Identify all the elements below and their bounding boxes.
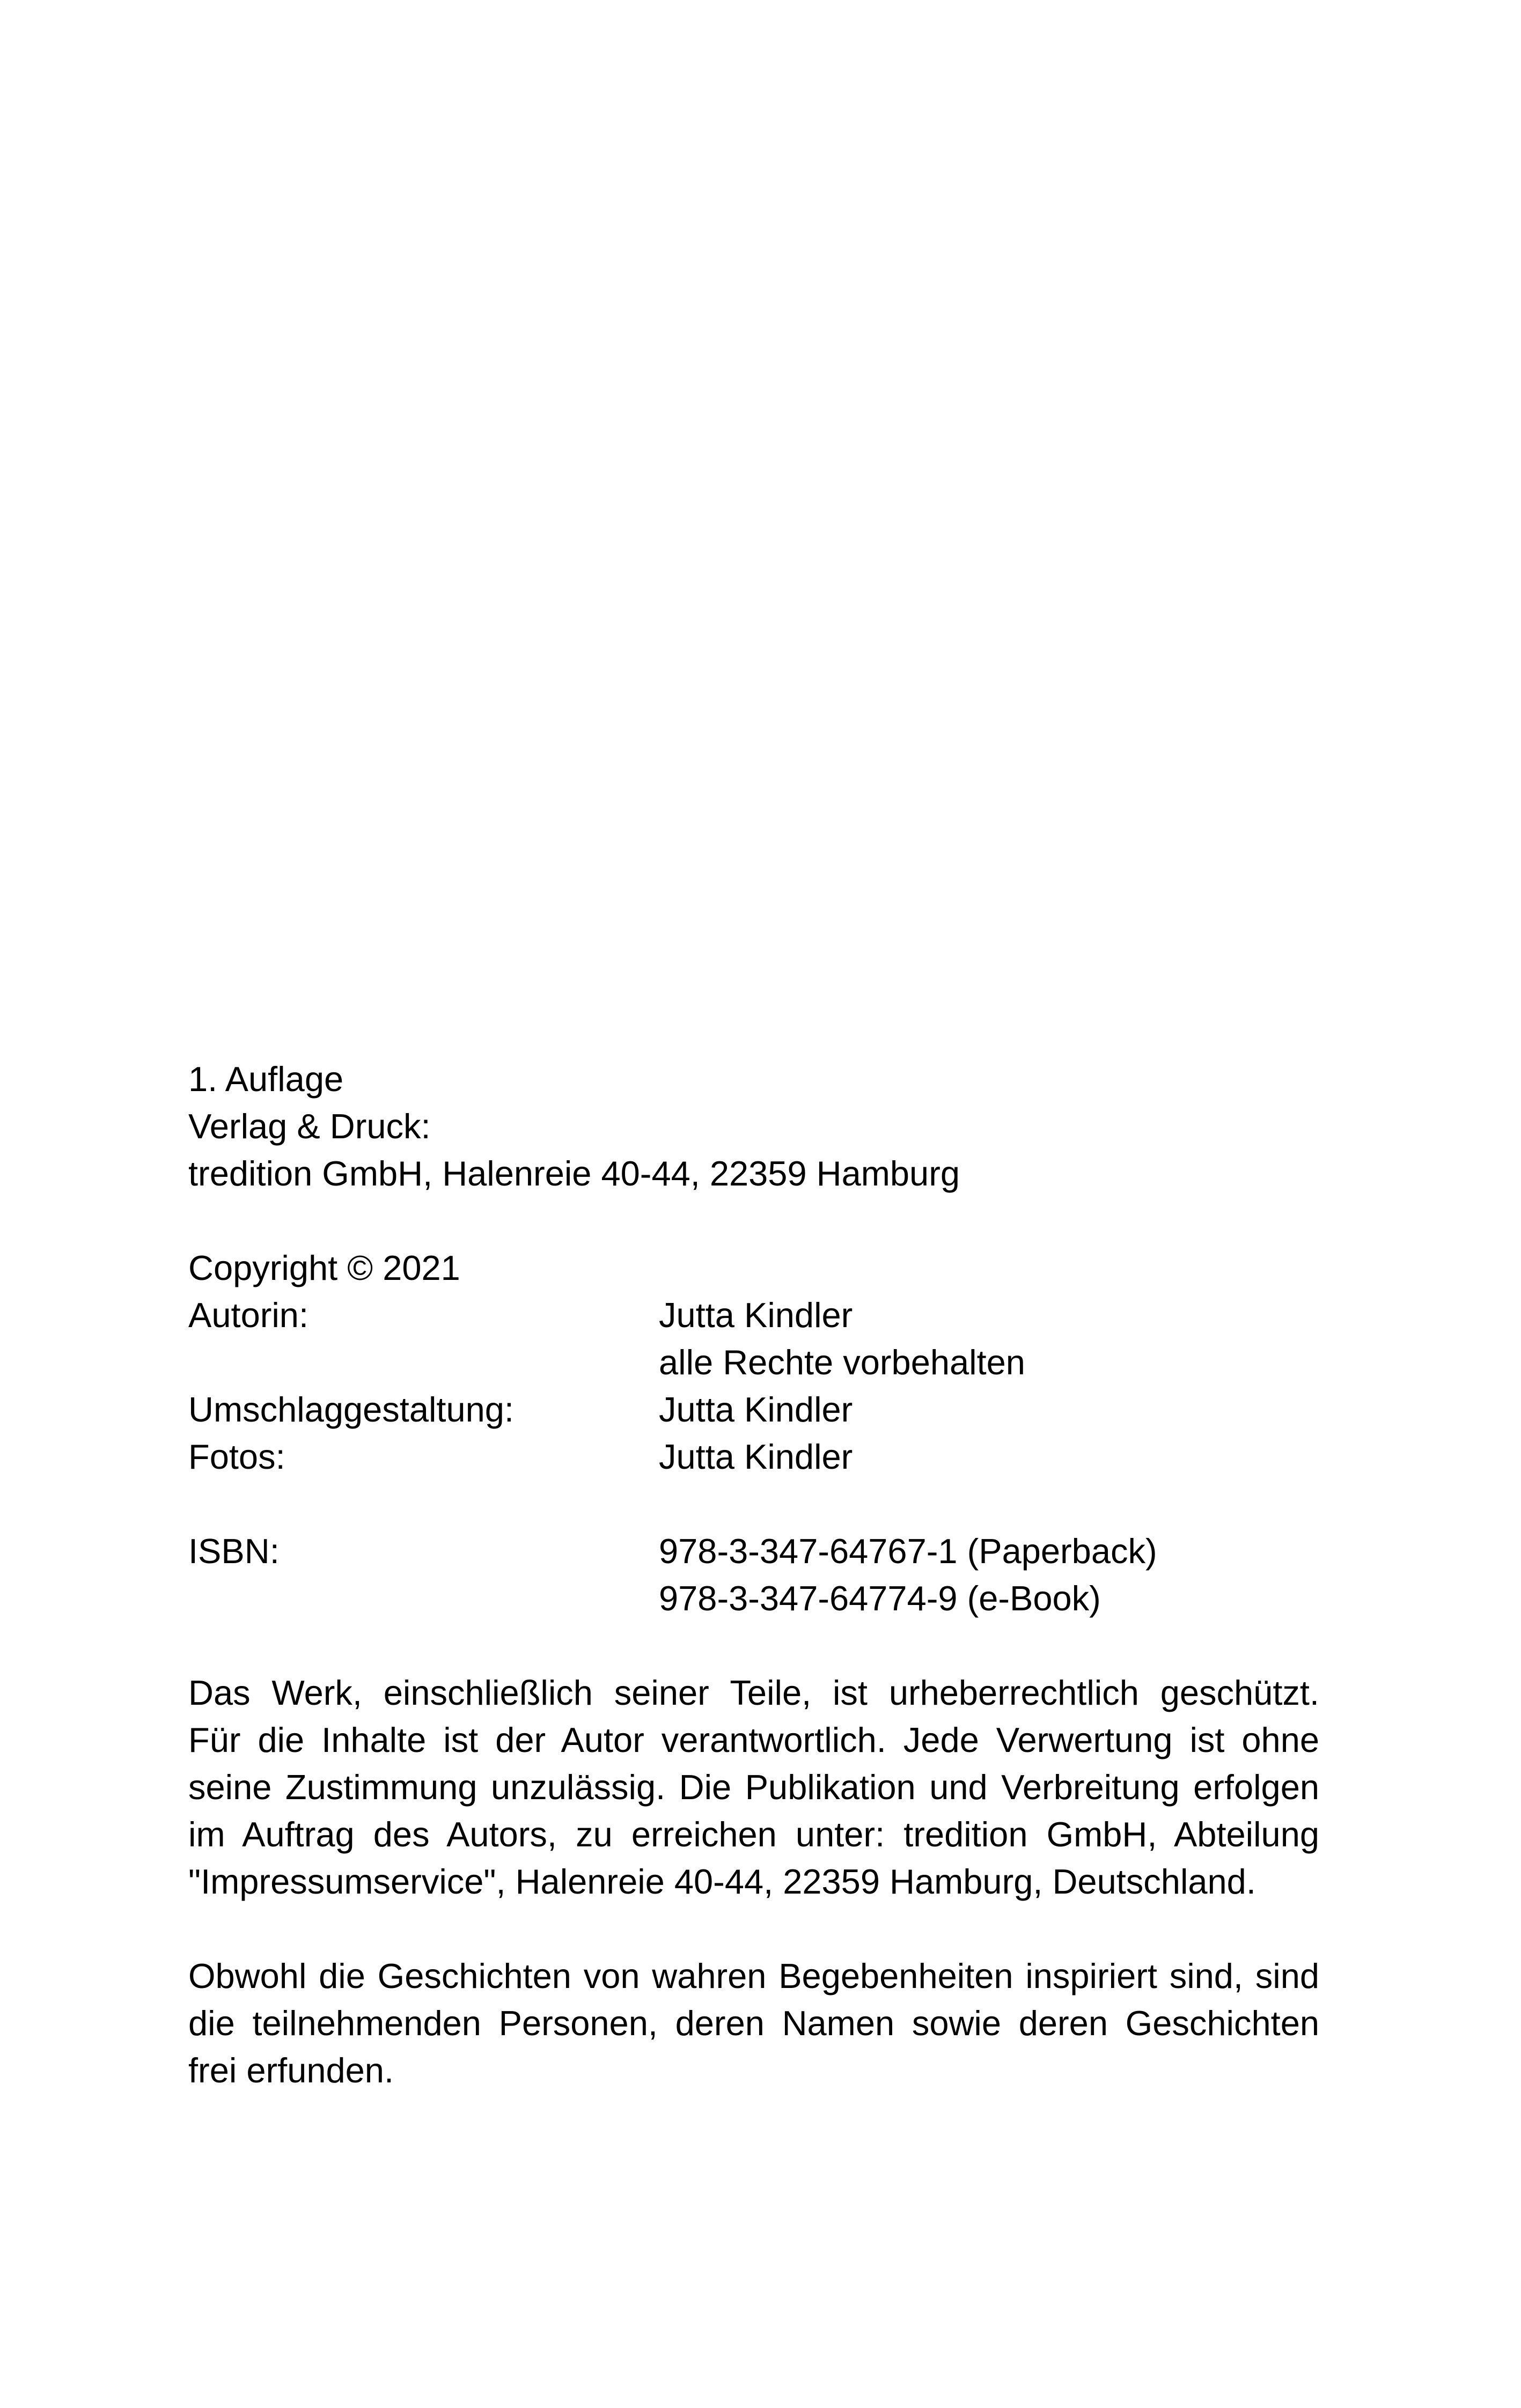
- legal-line: seine Zustimmung unzulässig. Die Publikation und Verbreitung erfolgen: [188, 1768, 1319, 1807]
- credit-label: Fotos:: [188, 1437, 285, 1476]
- spacer: [188, 1481, 1319, 1528]
- isbn-label: ISBN:: [188, 1531, 280, 1571]
- publisher-address: tredition GmbH, Halenreie 40-44, 22359 Hamburg: [188, 1154, 960, 1193]
- legal-line: Für die Inhalte ist der Autor verantwortlich. Jede Verwertung ist ohne: [188, 1720, 1319, 1759]
- legal-paragraph: [188, 1669, 1319, 1905]
- isbn-label: [188, 1575, 659, 1622]
- credit-value: alle Rechte vorbehalten: [659, 1343, 1025, 1382]
- disclaimer-line: frei erfunden.: [188, 2051, 394, 2090]
- legal-line: "Impressumservice", Halenreie 40-44, 22359 Hamburg, Deutschland.: [188, 1862, 1256, 1901]
- credit-row-rights: [188, 1339, 1319, 1386]
- isbn-value: 978-3-347-64767-1 (Paperback): [659, 1531, 1157, 1571]
- isbn-row-ebook: [188, 1575, 1319, 1622]
- credit-row-photos: [188, 1433, 1319, 1481]
- credit-row-author: [188, 1292, 1319, 1339]
- copyright-text: Copyright © 2021: [188, 1248, 460, 1287]
- spacer: [188, 1622, 1319, 1669]
- spacer: [188, 1197, 1319, 1244]
- credit-row-cover-design: [188, 1386, 1319, 1433]
- credit-label: Umschlaggestaltung:: [188, 1390, 514, 1429]
- credit-value: Jutta Kindler: [659, 1437, 853, 1476]
- credit-label: [188, 1339, 659, 1386]
- disclaimer-line: Obwohl die Geschichten von wahren Begebenheiten inspiriert sind, sind: [188, 1956, 1319, 1995]
- credit-value: Jutta Kindler: [659, 1390, 853, 1429]
- credit-value: Jutta Kindler: [659, 1295, 853, 1335]
- fiction-disclaimer-paragraph: [188, 1953, 1319, 2094]
- publisher-heading: Verlag & Druck:: [188, 1107, 431, 1146]
- credit-label: Autorin:: [188, 1295, 309, 1335]
- edition-text: 1. Auflage: [188, 1059, 344, 1099]
- legal-line: Das Werk, einschließlich seiner Teile, ist urheberrechtlich geschützt.: [188, 1673, 1319, 1712]
- disclaimer-line: die teilnehmenden Personen, deren Namen sowie deren Geschichten: [188, 2004, 1319, 2043]
- legal-line: im Auftrag des Autors, zu erreichen unter: tredition GmbH, Abteilung: [188, 1815, 1319, 1854]
- spacer: [188, 1905, 1319, 1953]
- imprint-block: [188, 1056, 1319, 2094]
- isbn-row-paperback: [188, 1528, 1319, 1575]
- isbn-value: 978-3-347-64774-9 (e-Book): [659, 1579, 1101, 1618]
